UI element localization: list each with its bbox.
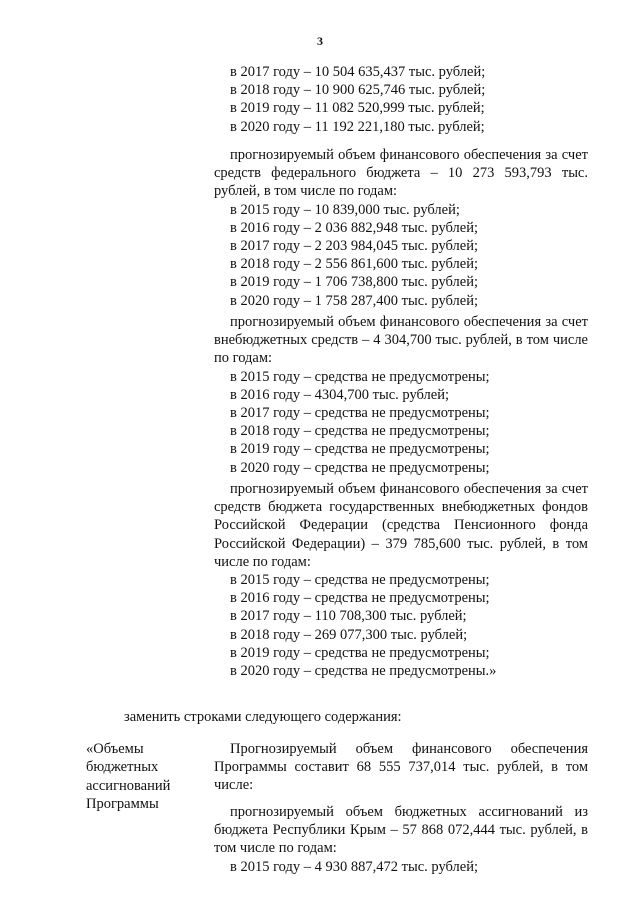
crimea-budget-section — [214, 803, 588, 876]
year-line: в 2016 году – 2 036 882,948 тыс. рублей; — [230, 219, 479, 236]
label-line: ассигнований — [86, 777, 171, 794]
label-line: бюджетных — [86, 759, 159, 776]
year-line: в 2018 году – 2 556 861,600 тыс. рублей; — [230, 256, 479, 273]
extrabudgetary-section — [214, 313, 588, 477]
year-line: в 2020 году – средства не предусмотрены.» — [230, 663, 497, 680]
label-line: «Объемы — [86, 741, 144, 757]
federal-budget-section — [214, 146, 588, 310]
year-line: в 2017 году – 2 203 984,045 тыс. рублей; — [230, 238, 479, 255]
label-line: Программы — [86, 796, 159, 813]
pension-fund-intro: прогнозируемый объем финансового обеспечения за счет средств бюджета государственных внебюджетных фондов Российской Федерации (средства Пенсионного фонда Российской Федерации) – 379 785,600 тыс. рублей, в том числе по годам: — [214, 481, 588, 570]
year-line: в 2018 году – средства не предусмотрены; — [230, 423, 490, 440]
year-line: в 2020 году – 11 192 221,180 тыс. рублей; — [230, 118, 485, 135]
passport-row-label — [86, 740, 204, 814]
year-line: в 2015 году – 4 930 887,472 тыс. рублей; — [230, 858, 479, 875]
crimea-budget-intro: прогнозируемый объем бюджетных ассигнований из бюджета Республики Крым – 57 868 072,444 тыс. рублей, в том числе по годам: — [214, 804, 588, 857]
year-line: в 2020 году – средства не предусмотрены; — [230, 459, 490, 476]
year-line: в 2019 году – 1 706 738,800 тыс. рублей; — [230, 274, 479, 291]
passport-total-text — [214, 740, 588, 795]
year-line: в 2016 году – средства не предусмотрены; — [230, 590, 490, 607]
year-line: в 2016 году – 4304,700 тыс. рублей; — [230, 386, 450, 403]
year-line: в 2015 году – средства не предусмотрены; — [230, 572, 490, 589]
year-line: в 2015 году – 10 839,000 тыс. рублей; — [230, 201, 460, 218]
year-line: в 2017 году – средства не предусмотрены; — [230, 405, 490, 422]
year-line: в 2019 году – 11 082 520,999 тыс. рублей; — [230, 100, 485, 117]
year-line: в 2015 году – средства не предусмотрены; — [230, 368, 490, 385]
year-line: в 2018 году – 10 900 625,746 тыс. рублей; — [230, 82, 486, 99]
year-line: в 2019 году – средства не предусмотрены; — [230, 441, 490, 458]
year-line: в 2017 году – 110 708,300 тыс. рублей; — [230, 608, 467, 625]
replacement-instruction: заменить строками следующего содержания: — [124, 709, 402, 725]
year-line: в 2019 году – средства не предусмотрены; — [230, 644, 490, 661]
page-number: 3 — [317, 34, 323, 48]
federal-budget-intro: прогнозируемый объем финансового обеспечения за счет средств федерального бюджета – 10 273 593,793 тыс. рублей, в том числе по годам: — [214, 147, 588, 200]
section-1-year-list — [214, 63, 588, 136]
year-line: в 2020 году – 1 758 287,400 тыс. рублей; — [230, 292, 479, 309]
year-line: в 2017 году – 10 504 635,437 тыс. рублей; — [230, 64, 486, 80]
year-line: в 2018 году – 269 077,300 тыс. рублей; — [230, 626, 468, 643]
extrabudgetary-intro: прогнозируемый объем финансового обеспечения за счет внебюджетных средств – 4 304,700 тыс. рублей, в том числе по годам: — [214, 314, 588, 367]
pension-fund-section — [214, 480, 588, 680]
program-total-paragraph: Прогнозируемый объем финансового обеспечения Программы составит 68 555 737,014 тыс. рублей, в том числе: — [214, 741, 588, 794]
